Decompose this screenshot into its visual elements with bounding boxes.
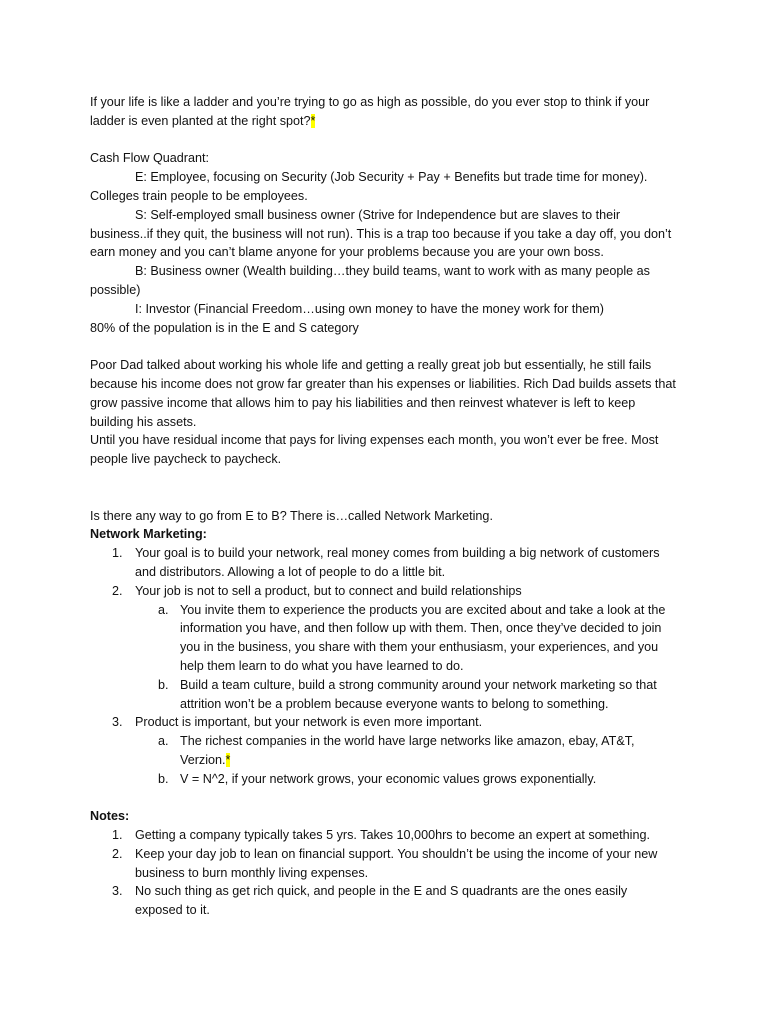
intro-paragraph — [90, 93, 678, 131]
cashflow-s-cont: business..if they quit, the business will not run). This is a trap too because if you take a day off, you don’t earn money and you can’t blame anyone for your problems because you are your own boss. — [90, 226, 672, 260]
list-letter: a. — [158, 734, 169, 749]
list-text: V = N^2, if your network grows, your economic values grows exponentially. — [180, 771, 597, 786]
list-text: Your goal is to build your network, real money comes from building a big network of customers and distributors. Allowing a lot of people to do a little bit. — [135, 546, 660, 579]
highlight-mark: * — [310, 113, 316, 128]
network-list — [90, 544, 678, 788]
list-letter: b. — [158, 771, 169, 786]
list-number: 1. — [112, 546, 123, 561]
list-text: Build a team culture, build a strong community around your network marketing so that attrition won’t be a problem because everyone wants to belong to something. — [180, 677, 657, 711]
list-text: The richest companies in the world have large networks like amazon, ebay, AT&T, Verzion. — [180, 734, 635, 767]
list-item — [90, 845, 678, 883]
cashflow-s-line: S: Self-employed small business owner (Strive for Independence but are slaves to their — [135, 207, 621, 222]
list-text: Keep your day job to lean on financial support. You shouldn’t be using the income of your new business to burn monthly living expenses. — [135, 846, 658, 880]
poor-dad-paragraph: Poor Dad talked about working his whole life and getting a really great job but essentially, he still fails because his income does not grow far greater than his expenses or liabilities. Rich Dad builds assets that grow passive income that allows him to pay his liabilities and then reinvest whatever is left to keep building his assets. — [90, 358, 676, 429]
sub-list-item — [90, 732, 678, 770]
list-number: 3. — [112, 884, 123, 899]
list-letter: a. — [158, 602, 169, 617]
list-text: You invite them to experience the products you are excited about and take a look at the information you have, and then follow up with them. Then, once they’ve decided to join you in the business, you share with them your enthusiasm, your experiences, and you help them learn to do what you have learned to do. — [180, 602, 666, 673]
list-text: No such thing as get rich quick, and people in the E and S quadrants are the ones easily exposed to it. — [135, 884, 628, 918]
list-text: Getting a company typically takes 5 yrs. Takes 10,000hrs to become an expert at something. — [135, 828, 650, 843]
list-number: 2. — [112, 846, 123, 861]
list-item — [90, 713, 678, 732]
list-text: Product is important, but your network is even more important. — [135, 715, 483, 730]
cashflow-e-line: E: Employee, focusing on Security (Job Security + Pay + Benefits but trade time for money). — [135, 170, 648, 185]
cashflow-b-line: B: Business owner (Wealth building…they build teams, want to work with as many people as — [135, 264, 650, 279]
notes-list — [90, 826, 678, 920]
network-question: Is there any way to go from E to B? There is…called Network Marketing. — [90, 508, 493, 523]
sub-list-item — [90, 770, 678, 789]
cashflow-i-line: I: Investor (Financial Freedom…using own money to have the money work for them) — [135, 301, 604, 316]
cashflow-stat: 80% of the population is in the E and S category — [90, 320, 359, 335]
list-item — [90, 826, 678, 845]
notes-heading: Notes: — [90, 809, 130, 824]
list-number: 2. — [112, 583, 123, 598]
list-number: 1. — [112, 828, 123, 843]
network-heading: Network Marketing: — [90, 527, 207, 542]
list-text: Your job is not to sell a product, but to connect and build relationships — [135, 583, 522, 598]
residual-income-paragraph: Until you have residual income that pays for living expenses each month, you won’t ever be free. Most people live paycheck to paycheck. — [90, 433, 659, 467]
cashflow-heading: Cash Flow Quadrant: — [90, 151, 209, 166]
cashflow-b-cont: possible) — [90, 282, 141, 297]
list-letter: b. — [158, 677, 169, 692]
sub-list-item — [90, 676, 678, 714]
sub-list-item — [90, 601, 678, 676]
highlight-mark: * — [225, 752, 231, 767]
list-item — [90, 882, 678, 920]
list-item — [90, 544, 678, 582]
cashflow-e-cont: Colleges train people to be employees. — [90, 188, 308, 203]
intro-text: If your life is like a ladder and you’re trying to go as high as possible, do you ever stop to think if your ladder is even planted at the right spot? — [90, 95, 650, 128]
list-item — [90, 582, 678, 601]
list-number: 3. — [112, 715, 123, 730]
